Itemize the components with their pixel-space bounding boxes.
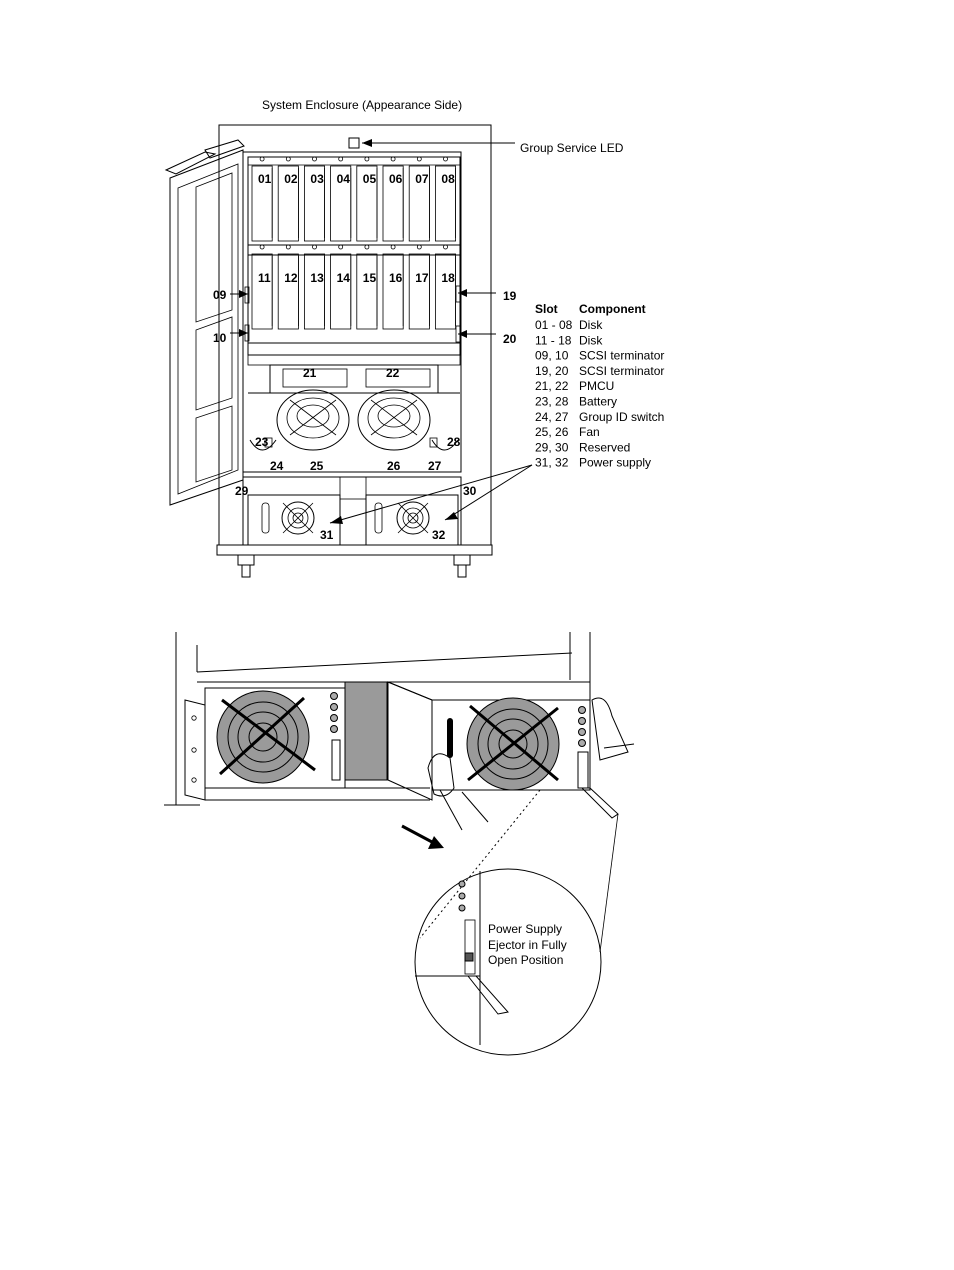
disk-slot-label: 04 [336,172,350,186]
slot-component-table [535,302,664,470]
disk-slot-label: 15 [362,271,377,285]
table-header-slot: Slot [535,302,558,316]
disk-slot [331,245,351,329]
disk-slot-label: 05 [362,172,377,186]
enclosure-title: System Enclosure (Appearance Side) [262,98,463,112]
table-cell-slot: 09, 10 [535,348,569,363]
slot-32-label: 32 [432,528,446,542]
slot-30-label: 30 [463,484,477,498]
disk-slot [383,245,403,329]
disk-slot [357,245,377,329]
table-cell-slot: 31, 32 [535,455,569,470]
table-cell-component: Fan [579,425,600,440]
slot-21-label: 21 [303,366,317,380]
table-cell-component: Disk [579,318,603,332]
slot-26-label: 26 [387,459,401,473]
disk-slot-label: 14 [336,271,350,285]
cabinet-door [166,140,244,505]
pmcu-area [248,355,460,393]
table-cell-slot: 23, 28 [535,394,569,409]
slot-23-label: 23 [255,435,269,449]
table-cell-component: SCSI terminator [579,348,665,363]
cabinet [217,125,492,577]
disk-slot-label: 08 [441,172,455,186]
disk-slot [278,245,298,329]
slot-27-label: 27 [428,459,442,473]
power-supply-bay [243,477,461,545]
table-cell-slot: 11 - 18 [535,333,572,348]
table-cell-slot: 19, 20 [535,363,569,378]
disk-slot-label: 03 [310,172,324,186]
disk-slot-label: 02 [284,172,298,186]
callout-line-2: Ejector in Fully [488,938,567,952]
disk-slot [304,157,324,241]
disk-slot [409,157,429,241]
disk-slot [331,157,351,241]
group-service-led-icon [349,138,359,148]
disk-slot-label: 07 [415,172,429,186]
scsi-terminator-side-arrows [230,286,496,342]
table-cell-slot: 25, 26 [535,425,569,440]
table-cell-slot: 29, 30 [535,440,569,455]
callout-line-1: Power Supply [488,922,563,936]
table-cell-slot: 24, 27 [535,409,569,424]
disk-slot [252,157,272,241]
slot-10-label: 10 [213,331,227,345]
slot-28-label: 28 [447,435,461,449]
disk-slot-label: 01 [258,172,272,186]
table-cell-component: PMCU [579,379,615,394]
table-cell-component: Reserved [579,440,631,455]
table-cell-slot: 01 - 08 [535,318,573,332]
disk-slot [357,157,377,241]
table-cell-component: SCSI terminator [579,363,665,378]
disk-slot [304,245,324,329]
pull-direction-arrow-icon [402,826,444,849]
power-supply-removal-illustration [164,632,634,830]
table-cell-component: Power supply [579,455,652,470]
callout-line-3: Open Position [488,953,564,967]
table-cell-component: Disk [579,333,603,348]
power-supply-pointer-arrows [330,465,532,524]
slot-24-label: 24 [270,459,284,473]
table-cell-component: Battery [579,394,618,409]
fan-icon [358,390,430,450]
fan-icon [277,390,349,450]
slot-31-label: 31 [320,528,334,542]
disk-slot [435,157,455,241]
disk-slot-label: 18 [441,271,455,285]
slot-19-label: 19 [503,289,517,303]
disk-slot [435,245,455,329]
slot-20-label: 20 [503,332,517,346]
table-cell-component: Group ID switch [579,409,665,424]
table-cell-slot: 21, 22 [535,379,569,394]
disk-slot-label: 13 [310,271,324,285]
disk-slot-label: 06 [389,172,403,186]
disk-slot [409,245,429,329]
table-header-component: Component [579,302,646,316]
slot-29-label: 29 [235,484,249,498]
disk-slot [383,157,403,241]
disk-slot [278,157,298,241]
disk-slot [252,245,272,329]
group-service-led-label: Group Service LED [520,141,624,155]
slot-25-label: 25 [310,459,324,473]
disk-bay-row-1 [248,157,460,245]
disk-slot-label: 11 [258,271,271,285]
disk-slot-label: 16 [389,271,403,285]
disk-slot-label: 17 [415,271,429,285]
slot-09-label: 09 [213,288,227,302]
disk-slot-label: 12 [284,271,298,285]
slot-22-label: 22 [386,366,400,380]
disk-bay-row-2 [248,245,460,355]
